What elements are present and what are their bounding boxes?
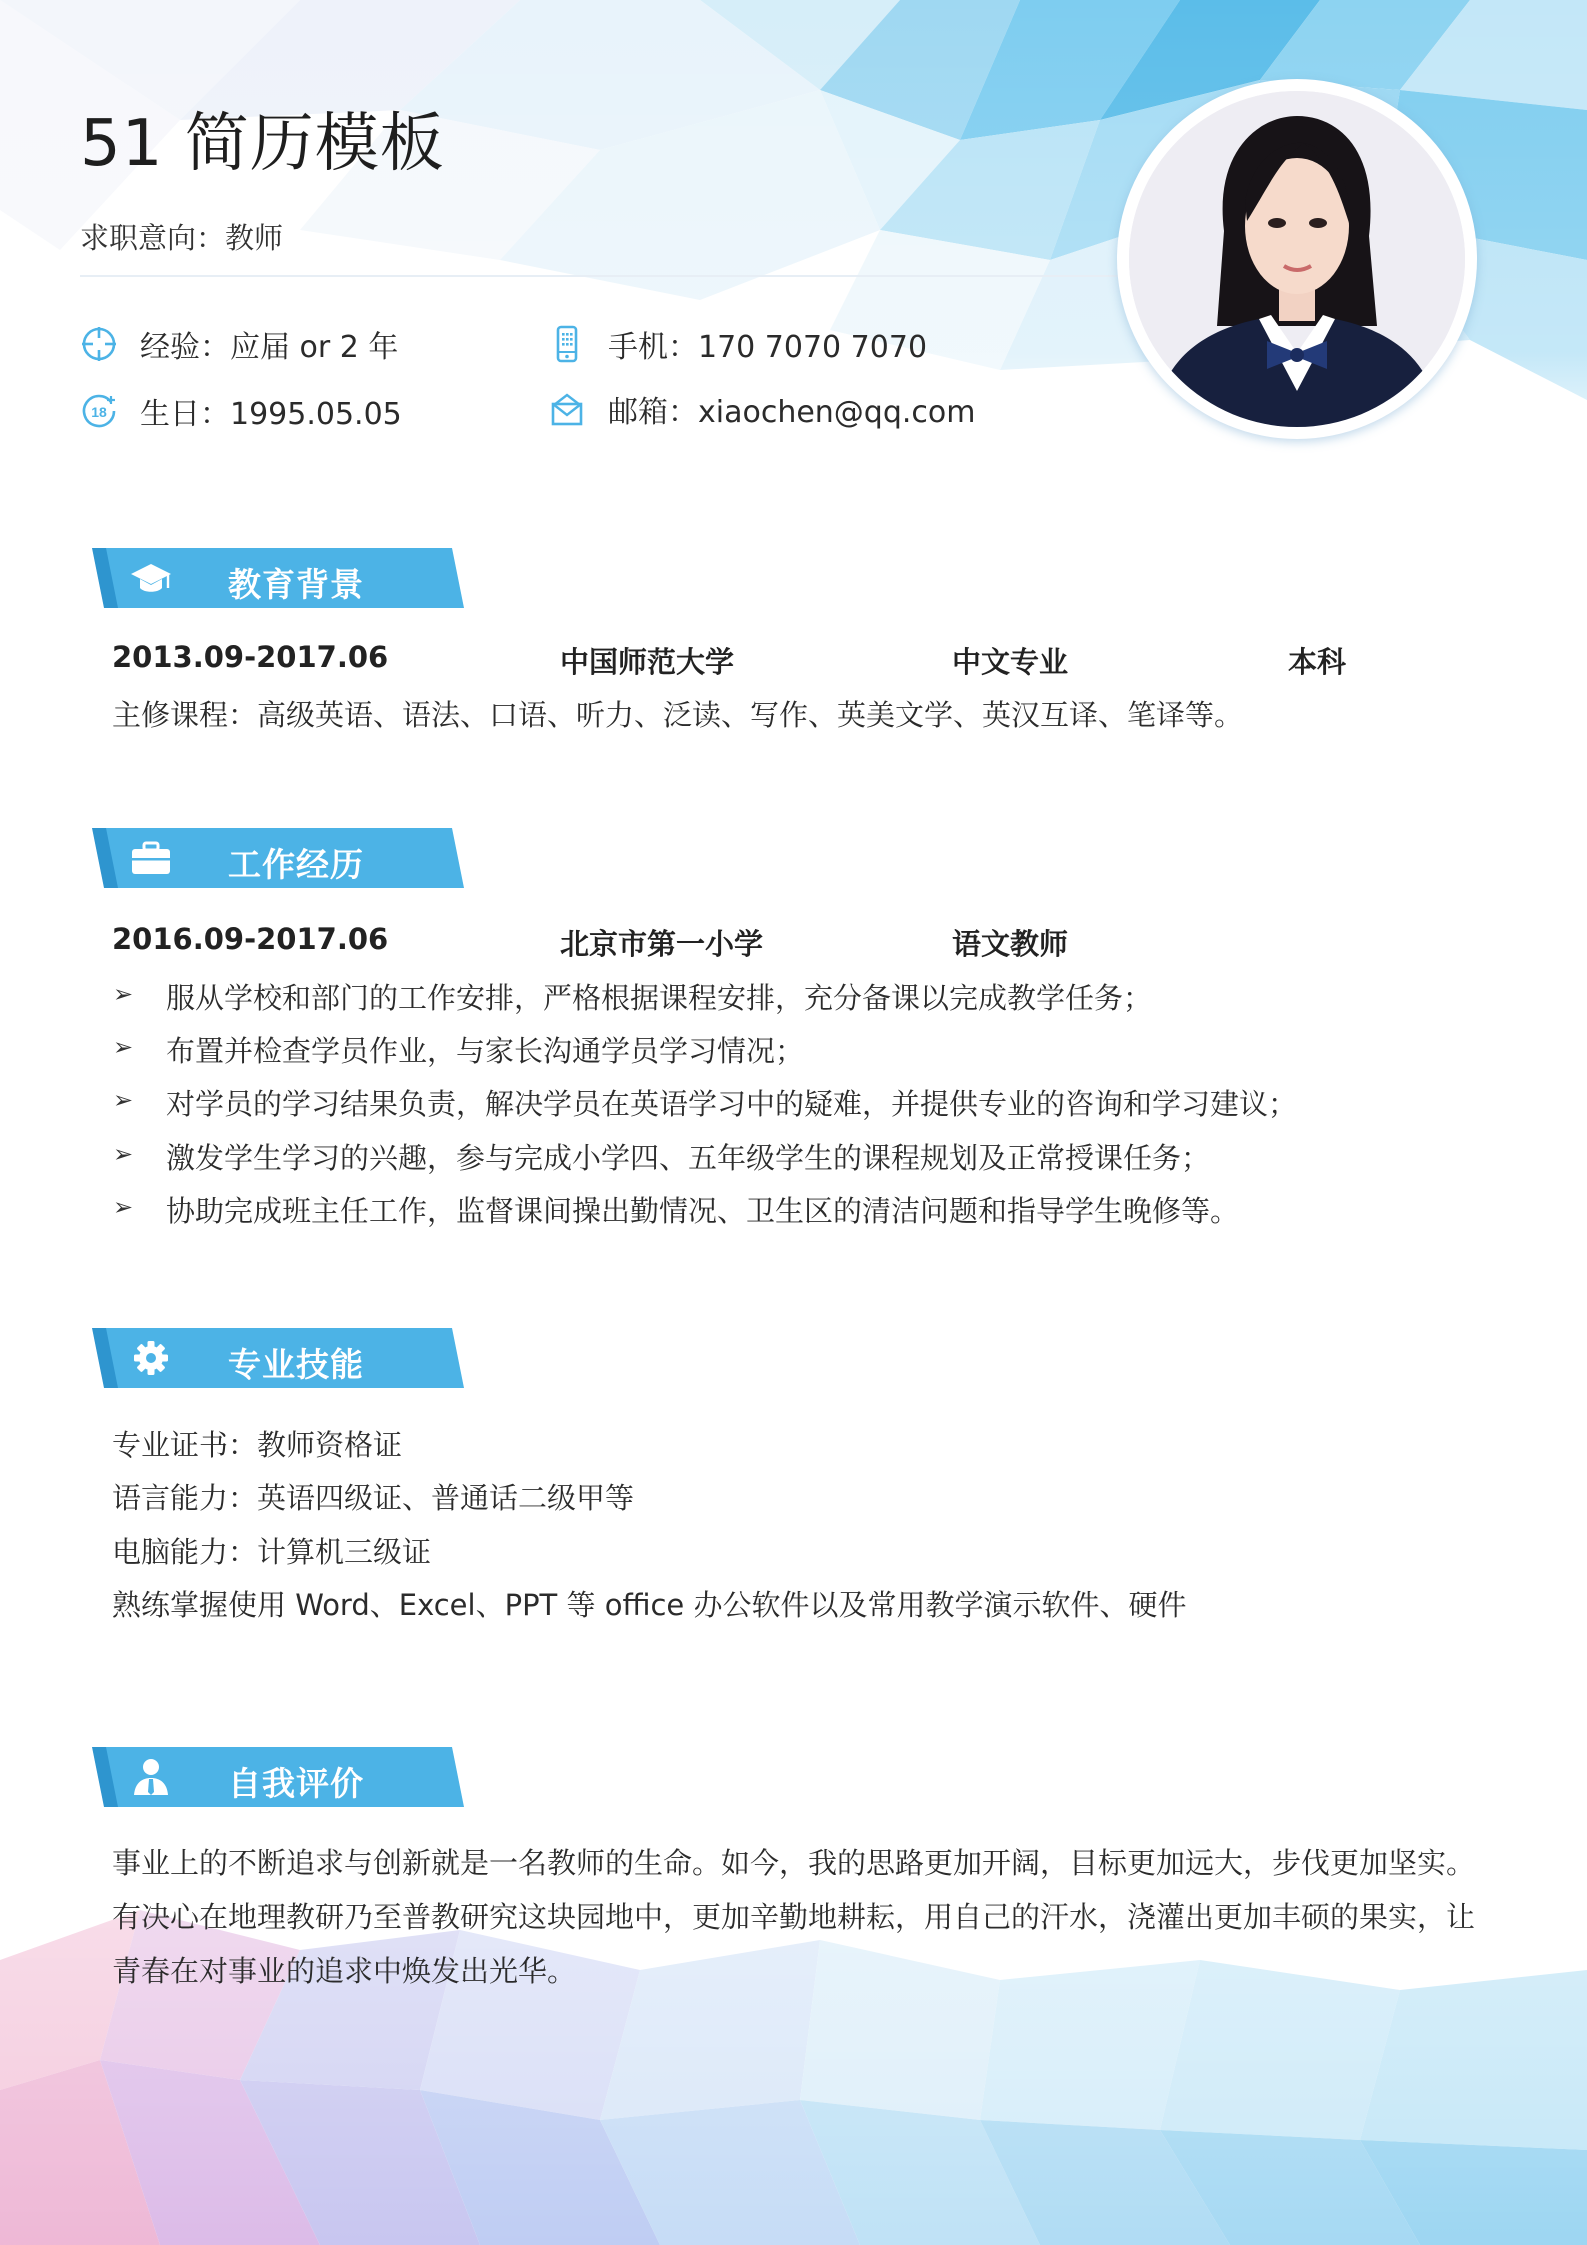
education-courses: 主修课程：高级英语、语法、口语、听力、泛读、写作、英美文学、英汉互译、笔译等。 xyxy=(112,698,1244,732)
bullet-arrow: ➢ xyxy=(113,1033,134,1061)
mobile-phone-icon xyxy=(548,325,586,363)
bottom-lowpoly-background xyxy=(0,1760,1587,2245)
work-position: 语文教师 xyxy=(952,927,1069,961)
section-header-skills xyxy=(92,1328,472,1388)
work-period: 2016.09-2017.06 xyxy=(112,922,389,956)
section-header-work xyxy=(92,828,472,888)
briefcase-icon xyxy=(130,838,172,878)
work-title: 工作经历 xyxy=(228,845,364,884)
self-eval-title: 自我评价 xyxy=(228,1764,364,1803)
education-period: 2013.09-2017.06 xyxy=(112,640,389,674)
section-header-education xyxy=(92,548,472,608)
bullet-arrow: ➢ xyxy=(113,1140,134,1168)
email-info xyxy=(548,387,976,431)
email-text: 邮箱：xiaochen@qq.com xyxy=(608,395,976,430)
education-school: 中国师范大学 xyxy=(560,645,735,679)
bullet-arrow: ➢ xyxy=(113,1193,134,1221)
education-major: 中文专业 xyxy=(952,645,1069,679)
section-header-self-eval xyxy=(92,1747,472,1807)
graduation-cap-icon xyxy=(130,558,172,598)
skill-item: 电脑能力：计算机三级证 xyxy=(112,1535,432,1569)
envelope-icon xyxy=(548,390,586,428)
header-divider xyxy=(80,275,1120,277)
profile-photo xyxy=(1117,79,1477,439)
person-icon xyxy=(130,1757,172,1797)
job-intent: 求职意向：教师 xyxy=(80,221,284,255)
bullet-arrow: ➢ xyxy=(113,980,134,1008)
birthday-text: 生日：1995.05.05 xyxy=(140,397,402,432)
experience-text: 经验：应届 or 2 年 xyxy=(140,330,399,365)
self-eval-text: 事业上的不断追求与创新就是一名教师的生命。如今，我的思路更加开阔，目标更加远大，步伐更加坚实。有决心在地理教研乃至普教研究这块园地中，更加辛勤地耕耘，用自己的汗水，浇灌出更加丰硕的果实，让青春在对事业的追求中焕发出光华。 xyxy=(112,1846,1476,1988)
portrait-illustration xyxy=(1129,91,1465,427)
skill-item: 语言能力：英语四级证、普通话二级甲等 xyxy=(112,1481,635,1515)
work-duty: 协助完成班主任工作，监督课间操出勤情况、卫生区的清洁问题和指导学生晚修等。 xyxy=(166,1194,1240,1228)
work-duty: 激发学生学习的兴趣，参与完成小学四、五年级学生的课程规划及正常授课任务； xyxy=(166,1141,1211,1175)
experience-info xyxy=(80,322,398,366)
work-company: 北京市第一小学 xyxy=(560,927,764,961)
skill-item: 熟练掌握使用 Word、Excel、PPT 等 office 办公软件以及常用教学演示软件、硬件 xyxy=(112,1588,1187,1622)
gear-icon xyxy=(130,1338,172,1378)
birthday-info xyxy=(80,389,402,433)
work-duty: 服从学校和部门的工作安排，严格根据课程安排，充分备课以完成教学任务； xyxy=(166,981,1153,1015)
phone-text: 手机：170 7070 7070 xyxy=(608,330,928,365)
crosshair-target-icon xyxy=(80,325,118,363)
work-duty: 对学员的学习结果负责，解决学员在英语学习中的疑难，并提供专业的咨询和学习建议； xyxy=(166,1087,1298,1121)
svg-text:18: 18 xyxy=(91,404,107,420)
bullet-arrow: ➢ xyxy=(113,1086,134,1114)
resume-title: 51 简历模板 xyxy=(80,107,445,181)
phone-info xyxy=(548,322,927,366)
skill-item: 专业证书：教师资格证 xyxy=(112,1428,403,1462)
skills-title: 专业技能 xyxy=(228,1345,364,1384)
education-title: 教育背景 xyxy=(228,565,364,604)
education-degree: 本科 xyxy=(1288,645,1347,679)
work-duty: 布置并检查学员作业，与家长沟通学员学习情况； xyxy=(166,1034,805,1068)
age-18-badge-icon xyxy=(80,392,118,430)
